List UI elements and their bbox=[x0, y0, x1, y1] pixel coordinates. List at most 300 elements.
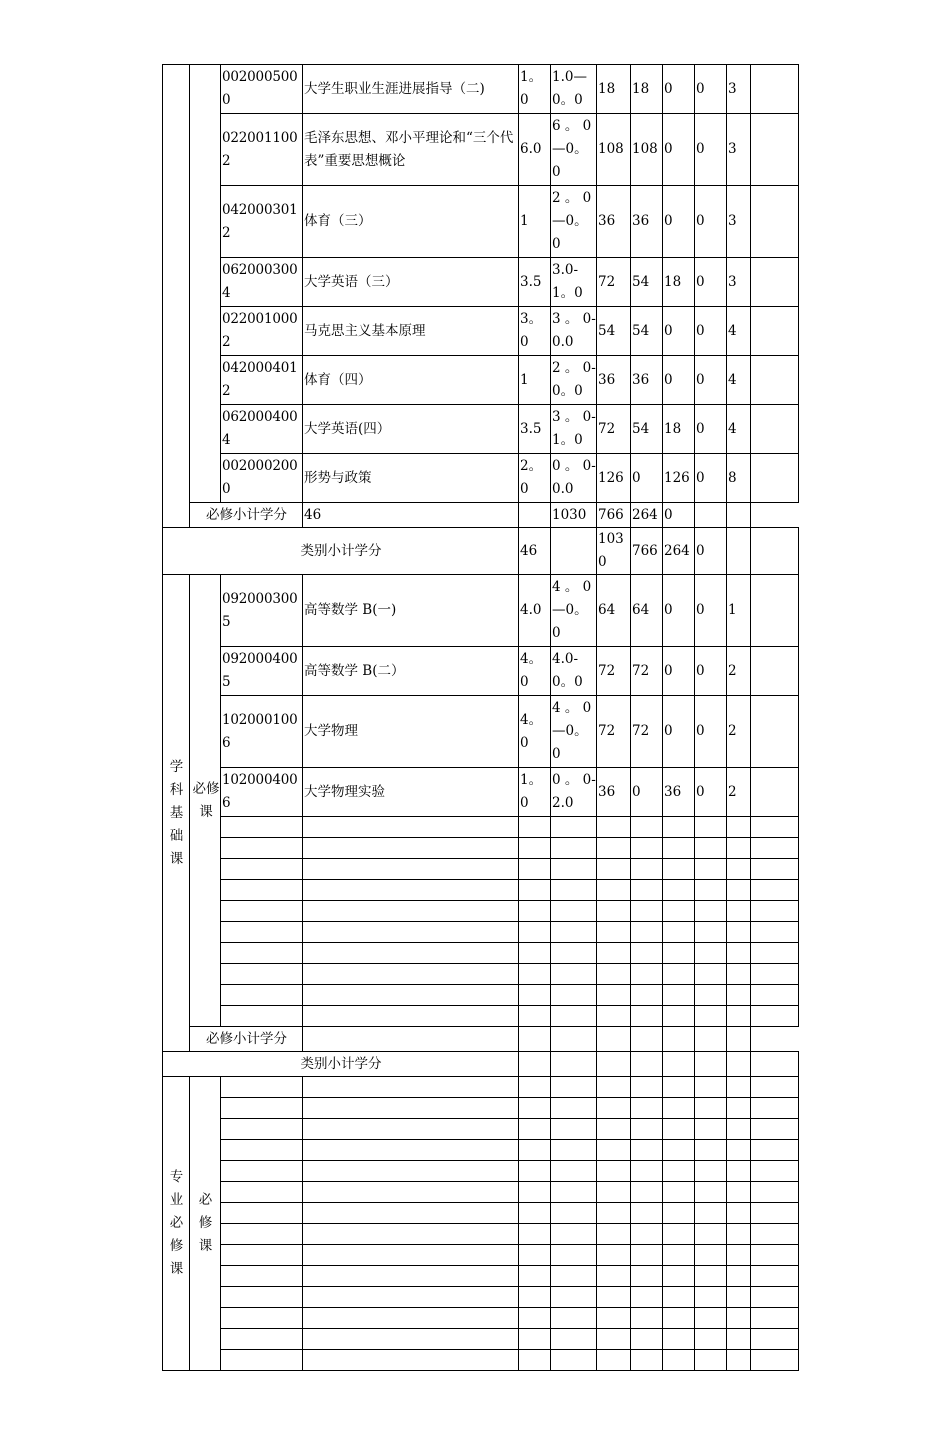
other-hours: 0 bbox=[695, 186, 727, 258]
semester: 4 bbox=[727, 405, 751, 454]
empty-cell bbox=[695, 859, 727, 880]
course-row bbox=[163, 186, 799, 258]
course-row bbox=[163, 65, 799, 114]
remarks bbox=[751, 258, 799, 307]
other-hours: 0 bbox=[695, 768, 727, 817]
course-code: 0920004005 bbox=[221, 647, 303, 696]
empty-cell bbox=[631, 859, 663, 880]
curriculum-table bbox=[162, 64, 799, 1371]
lecture-hours: 108 bbox=[631, 114, 663, 186]
empty-row bbox=[163, 901, 799, 922]
empty-cell bbox=[551, 817, 597, 838]
empty-cell bbox=[597, 1203, 631, 1224]
empty-cell bbox=[597, 859, 631, 880]
empty-row bbox=[163, 1350, 799, 1371]
other-hours: 0 bbox=[695, 114, 727, 186]
subtotal-row bbox=[163, 1027, 799, 1052]
practice-hours: 18 bbox=[663, 258, 695, 307]
subtotal-lab bbox=[631, 1027, 663, 1052]
empty-cell bbox=[727, 1182, 751, 1203]
semester: 2 bbox=[727, 768, 751, 817]
empty-cell bbox=[631, 985, 663, 1006]
empty-cell bbox=[631, 1245, 663, 1266]
empty-row bbox=[163, 1329, 799, 1350]
empty-cell bbox=[663, 1245, 695, 1266]
total-hours: 72 bbox=[597, 258, 631, 307]
empty-cell bbox=[751, 1350, 799, 1371]
empty-cell bbox=[631, 943, 663, 964]
empty-cell bbox=[221, 943, 303, 964]
empty-cell bbox=[631, 1077, 663, 1098]
subtotal-total-hours: 1030 bbox=[597, 528, 631, 575]
empty-cell bbox=[663, 838, 695, 859]
remarks bbox=[751, 647, 799, 696]
empty-cell bbox=[631, 1182, 663, 1203]
empty-cell bbox=[221, 1224, 303, 1245]
empty-cell bbox=[597, 1245, 631, 1266]
empty-cell bbox=[751, 922, 799, 943]
lecture-lab-split: 3.0-1。0 bbox=[551, 258, 597, 307]
empty-cell bbox=[597, 1350, 631, 1371]
empty-cell bbox=[221, 1266, 303, 1287]
practice-hours: 0 bbox=[663, 356, 695, 405]
total-hours: 54 bbox=[597, 307, 631, 356]
credits: 3.5 bbox=[519, 405, 551, 454]
empty-cell bbox=[663, 1006, 695, 1027]
empty-row bbox=[163, 880, 799, 901]
total-hours: 126 bbox=[597, 454, 631, 503]
subtotal-row bbox=[163, 1052, 799, 1077]
empty-cell bbox=[663, 1203, 695, 1224]
empty-cell bbox=[597, 880, 631, 901]
semester: 3 bbox=[727, 258, 751, 307]
empty-cell bbox=[695, 1329, 727, 1350]
subtotal-row bbox=[163, 503, 799, 528]
empty-cell bbox=[727, 901, 751, 922]
course-name: 高等数学 B(一) bbox=[303, 575, 519, 647]
empty-cell bbox=[597, 922, 631, 943]
empty-cell bbox=[551, 859, 597, 880]
empty-cell bbox=[695, 1006, 727, 1027]
empty-row bbox=[163, 817, 799, 838]
semester: 3 bbox=[727, 65, 751, 114]
empty-cell bbox=[519, 943, 551, 964]
subtotal-lecture bbox=[631, 1052, 663, 1077]
empty-cell bbox=[663, 1266, 695, 1287]
empty-cell bbox=[695, 985, 727, 1006]
subtotal-split bbox=[551, 528, 597, 575]
empty-cell bbox=[751, 1161, 799, 1182]
subtotal-credit: 46 bbox=[519, 528, 551, 575]
empty-cell bbox=[597, 1182, 631, 1203]
empty-cell bbox=[631, 1119, 663, 1140]
course-row bbox=[163, 454, 799, 503]
empty-cell bbox=[751, 1329, 799, 1350]
credits: 4.0 bbox=[519, 575, 551, 647]
empty-cell bbox=[221, 880, 303, 901]
subtotal-lab: 264 bbox=[663, 528, 695, 575]
semester: 4 bbox=[727, 356, 751, 405]
empty-cell bbox=[727, 922, 751, 943]
empty-cell bbox=[663, 1329, 695, 1350]
empty-cell bbox=[551, 1224, 597, 1245]
empty-cell bbox=[663, 1098, 695, 1119]
course-code: 0420004012 bbox=[221, 356, 303, 405]
empty-cell bbox=[519, 880, 551, 901]
empty-cell bbox=[751, 838, 799, 859]
empty-cell bbox=[631, 1203, 663, 1224]
empty-cell bbox=[695, 1266, 727, 1287]
empty-cell bbox=[663, 1182, 695, 1203]
subtotal-lecture: 766 bbox=[631, 528, 663, 575]
empty-row bbox=[163, 1182, 799, 1203]
remarks bbox=[751, 307, 799, 356]
empty-row bbox=[163, 1119, 799, 1140]
course-row bbox=[163, 696, 799, 768]
empty-row bbox=[163, 943, 799, 964]
empty-cell bbox=[551, 943, 597, 964]
total-hours: 72 bbox=[597, 696, 631, 768]
subtotal-credit bbox=[303, 1027, 519, 1052]
empty-cell bbox=[519, 1077, 551, 1098]
empty-cell bbox=[695, 817, 727, 838]
empty-cell bbox=[751, 1098, 799, 1119]
empty-cell bbox=[551, 901, 597, 922]
empty-cell bbox=[727, 1329, 751, 1350]
remarks bbox=[751, 696, 799, 768]
empty-cell bbox=[727, 1119, 751, 1140]
empty-cell bbox=[727, 1350, 751, 1371]
empty-cell bbox=[303, 880, 519, 901]
empty-cell bbox=[519, 1266, 551, 1287]
empty-cell bbox=[303, 1098, 519, 1119]
subtotal-semester bbox=[727, 1052, 751, 1077]
empty-cell bbox=[751, 964, 799, 985]
semester: 4 bbox=[727, 307, 751, 356]
lecture-lab-split: 4.0-0。0 bbox=[551, 647, 597, 696]
empty-row bbox=[163, 985, 799, 1006]
empty-cell bbox=[695, 901, 727, 922]
empty-cell bbox=[551, 1329, 597, 1350]
lecture-lab-split: 2 。 0-0。0 bbox=[551, 356, 597, 405]
lecture-hours: 18 bbox=[631, 65, 663, 114]
subtotal-other bbox=[663, 1027, 695, 1052]
empty-cell bbox=[727, 964, 751, 985]
empty-cell bbox=[663, 922, 695, 943]
credits: 6.0 bbox=[519, 114, 551, 186]
empty-cell bbox=[631, 838, 663, 859]
empty-cell bbox=[519, 1350, 551, 1371]
subtotal-other: 0 bbox=[663, 503, 695, 528]
course-name: 形势与政策 bbox=[303, 454, 519, 503]
course-type-required-major-text: 必修课 bbox=[198, 1192, 213, 1254]
empty-cell bbox=[695, 1224, 727, 1245]
subtotal-label: 必修小计学分 bbox=[190, 503, 303, 528]
empty-cell bbox=[727, 1266, 751, 1287]
subtotal-credit bbox=[519, 1052, 551, 1077]
empty-cell bbox=[597, 1140, 631, 1161]
total-hours: 36 bbox=[597, 356, 631, 405]
practice-hours: 36 bbox=[663, 768, 695, 817]
empty-cell bbox=[751, 1119, 799, 1140]
empty-cell bbox=[751, 1224, 799, 1245]
empty-cell bbox=[221, 1245, 303, 1266]
empty-cell bbox=[695, 1182, 727, 1203]
empty-cell bbox=[695, 964, 727, 985]
empty-cell bbox=[303, 1308, 519, 1329]
empty-cell bbox=[551, 1119, 597, 1140]
empty-cell bbox=[695, 1140, 727, 1161]
lecture-hours: 0 bbox=[631, 768, 663, 817]
empty-cell bbox=[597, 1119, 631, 1140]
empty-cell bbox=[631, 964, 663, 985]
empty-cell bbox=[751, 1245, 799, 1266]
course-name: 大学英语(四） bbox=[303, 405, 519, 454]
remarks bbox=[751, 575, 799, 647]
empty-cell bbox=[663, 1350, 695, 1371]
empty-cell bbox=[695, 880, 727, 901]
empty-cell bbox=[751, 1182, 799, 1203]
remarks bbox=[751, 405, 799, 454]
empty-cell bbox=[597, 1006, 631, 1027]
empty-cell bbox=[631, 1308, 663, 1329]
empty-cell bbox=[751, 1077, 799, 1098]
empty-cell bbox=[663, 880, 695, 901]
course-name: 体育（四） bbox=[303, 356, 519, 405]
empty-cell bbox=[727, 1308, 751, 1329]
empty-cell bbox=[303, 1350, 519, 1371]
subtotal-split bbox=[551, 1052, 597, 1077]
subtotal-lecture: 766 bbox=[597, 503, 631, 528]
empty-cell bbox=[597, 901, 631, 922]
course-row bbox=[163, 768, 799, 817]
empty-cell bbox=[303, 1224, 519, 1245]
practice-hours: 0 bbox=[663, 114, 695, 186]
subtotal-split bbox=[519, 1027, 551, 1052]
remarks bbox=[751, 356, 799, 405]
other-hours: 0 bbox=[695, 258, 727, 307]
course-code: 0920003005 bbox=[221, 575, 303, 647]
empty-cell bbox=[695, 922, 727, 943]
empty-cell bbox=[751, 1140, 799, 1161]
subtotal-label: 类别小计学分 bbox=[163, 1052, 519, 1077]
lecture-lab-split: 1.0—0。0 bbox=[551, 65, 597, 114]
practice-hours: 0 bbox=[663, 65, 695, 114]
total-hours: 36 bbox=[597, 768, 631, 817]
empty-cell bbox=[631, 1350, 663, 1371]
lecture-hours: 54 bbox=[631, 258, 663, 307]
empty-cell bbox=[519, 1098, 551, 1119]
lecture-hours: 72 bbox=[631, 696, 663, 768]
empty-row bbox=[163, 964, 799, 985]
subtotal-other bbox=[695, 1052, 727, 1077]
empty-cell bbox=[519, 838, 551, 859]
remarks bbox=[751, 186, 799, 258]
empty-cell bbox=[727, 1098, 751, 1119]
credits: 3.5 bbox=[519, 258, 551, 307]
empty-cell bbox=[631, 1006, 663, 1027]
empty-cell bbox=[663, 1287, 695, 1308]
empty-cell bbox=[551, 922, 597, 943]
empty-cell bbox=[631, 1287, 663, 1308]
other-hours: 0 bbox=[695, 647, 727, 696]
empty-cell bbox=[695, 1098, 727, 1119]
empty-row bbox=[163, 1203, 799, 1224]
empty-cell bbox=[663, 1140, 695, 1161]
empty-cell bbox=[221, 838, 303, 859]
empty-cell bbox=[597, 1287, 631, 1308]
credits: 4。0 bbox=[519, 647, 551, 696]
category-label-discipline bbox=[163, 575, 190, 1052]
empty-row bbox=[163, 1266, 799, 1287]
empty-cell bbox=[597, 1098, 631, 1119]
empty-cell bbox=[597, 1161, 631, 1182]
empty-cell bbox=[551, 1245, 597, 1266]
empty-row bbox=[163, 1224, 799, 1245]
course-code: 1020001006 bbox=[221, 696, 303, 768]
other-hours: 0 bbox=[695, 575, 727, 647]
course-code: 0020002000 bbox=[221, 454, 303, 503]
subtotal-note bbox=[751, 528, 799, 575]
empty-cell bbox=[727, 1203, 751, 1224]
semester: 8 bbox=[727, 454, 751, 503]
empty-cell bbox=[751, 817, 799, 838]
lecture-hours: 36 bbox=[631, 356, 663, 405]
empty-cell bbox=[663, 817, 695, 838]
empty-cell bbox=[663, 1077, 695, 1098]
empty-cell bbox=[695, 1077, 727, 1098]
empty-cell bbox=[727, 943, 751, 964]
subtotal-semester bbox=[695, 503, 727, 528]
empty-cell bbox=[303, 1329, 519, 1350]
empty-row bbox=[163, 1161, 799, 1182]
empty-cell bbox=[303, 1266, 519, 1287]
empty-cell bbox=[551, 964, 597, 985]
empty-cell bbox=[221, 1006, 303, 1027]
empty-cell bbox=[695, 1245, 727, 1266]
lecture-lab-split: 0 。 0-0.0 bbox=[551, 454, 597, 503]
category-label-discipline-text: 学科基础课 bbox=[169, 758, 184, 867]
empty-cell bbox=[695, 1203, 727, 1224]
course-row bbox=[163, 114, 799, 186]
empty-cell bbox=[551, 1287, 597, 1308]
section-major-required bbox=[163, 1077, 799, 1371]
empty-cell bbox=[519, 1182, 551, 1203]
practice-hours: 0 bbox=[663, 647, 695, 696]
empty-cell bbox=[519, 1329, 551, 1350]
empty-cell bbox=[303, 901, 519, 922]
empty-cell bbox=[303, 1287, 519, 1308]
course-name: 大学物理实验 bbox=[303, 768, 519, 817]
remarks bbox=[751, 768, 799, 817]
subtotal-label: 类别小计学分 bbox=[163, 528, 519, 575]
empty-cell bbox=[751, 1287, 799, 1308]
empty-cell bbox=[221, 1308, 303, 1329]
credits: 2。0 bbox=[519, 454, 551, 503]
empty-cell bbox=[303, 1077, 519, 1098]
subtotal-note bbox=[727, 1027, 751, 1052]
course-type-required bbox=[190, 575, 221, 1027]
semester: 1 bbox=[727, 575, 751, 647]
course-code: 0220011002 bbox=[221, 114, 303, 186]
empty-cell bbox=[597, 838, 631, 859]
empty-cell bbox=[751, 859, 799, 880]
subtotal-total-hours: 1030 bbox=[551, 503, 597, 528]
empty-cell bbox=[597, 1308, 631, 1329]
lecture-lab-split: 3 。 0-1。0 bbox=[551, 405, 597, 454]
empty-row bbox=[163, 859, 799, 880]
empty-cell bbox=[663, 1308, 695, 1329]
empty-cell bbox=[221, 817, 303, 838]
lecture-lab-split: 3 。 0-0.0 bbox=[551, 307, 597, 356]
empty-cell bbox=[727, 985, 751, 1006]
empty-cell bbox=[727, 1224, 751, 1245]
other-hours: 0 bbox=[695, 405, 727, 454]
section-discipline-foundation bbox=[163, 575, 799, 1077]
empty-cell bbox=[597, 964, 631, 985]
empty-cell bbox=[695, 1161, 727, 1182]
empty-cell bbox=[551, 1161, 597, 1182]
empty-cell bbox=[303, 1006, 519, 1027]
empty-cell bbox=[519, 817, 551, 838]
other-hours: 0 bbox=[695, 454, 727, 503]
empty-row bbox=[163, 1287, 799, 1308]
empty-cell bbox=[303, 985, 519, 1006]
empty-cell bbox=[727, 880, 751, 901]
subtotal-semester bbox=[727, 528, 751, 575]
empty-cell bbox=[727, 1287, 751, 1308]
subtotal-note bbox=[751, 1052, 799, 1077]
empty-cell bbox=[221, 1182, 303, 1203]
empty-row bbox=[163, 1006, 799, 1027]
course-row bbox=[163, 356, 799, 405]
other-hours: 0 bbox=[695, 65, 727, 114]
empty-cell bbox=[221, 922, 303, 943]
empty-cell bbox=[631, 922, 663, 943]
empty-cell bbox=[751, 1266, 799, 1287]
remarks bbox=[751, 114, 799, 186]
course-name: 毛泽东思想、邓小平理论和“三个代表”重要思想概论 bbox=[303, 114, 519, 186]
empty-cell bbox=[551, 1350, 597, 1371]
remarks bbox=[751, 454, 799, 503]
empty-cell bbox=[551, 1098, 597, 1119]
practice-hours: 126 bbox=[663, 454, 695, 503]
course-name: 马克思主义基本原理 bbox=[303, 307, 519, 356]
empty-cell bbox=[597, 1224, 631, 1245]
other-hours: 0 bbox=[695, 696, 727, 768]
empty-cell bbox=[663, 985, 695, 1006]
empty-cell bbox=[519, 964, 551, 985]
empty-cell bbox=[631, 817, 663, 838]
empty-cell bbox=[597, 985, 631, 1006]
empty-cell bbox=[663, 901, 695, 922]
empty-cell bbox=[303, 1182, 519, 1203]
course-code: 0020005000 bbox=[221, 65, 303, 114]
empty-cell bbox=[519, 922, 551, 943]
lecture-lab-split: 2 。 0—0。0 bbox=[551, 186, 597, 258]
empty-cell bbox=[727, 1006, 751, 1027]
empty-cell bbox=[663, 859, 695, 880]
practice-hours: 18 bbox=[663, 405, 695, 454]
empty-cell bbox=[631, 901, 663, 922]
empty-cell bbox=[695, 1350, 727, 1371]
empty-cell bbox=[221, 964, 303, 985]
category-cell bbox=[163, 65, 190, 528]
course-name: 大学英语（三） bbox=[303, 258, 519, 307]
empty-row bbox=[163, 1077, 799, 1098]
empty-cell bbox=[631, 1140, 663, 1161]
empty-cell bbox=[519, 1287, 551, 1308]
